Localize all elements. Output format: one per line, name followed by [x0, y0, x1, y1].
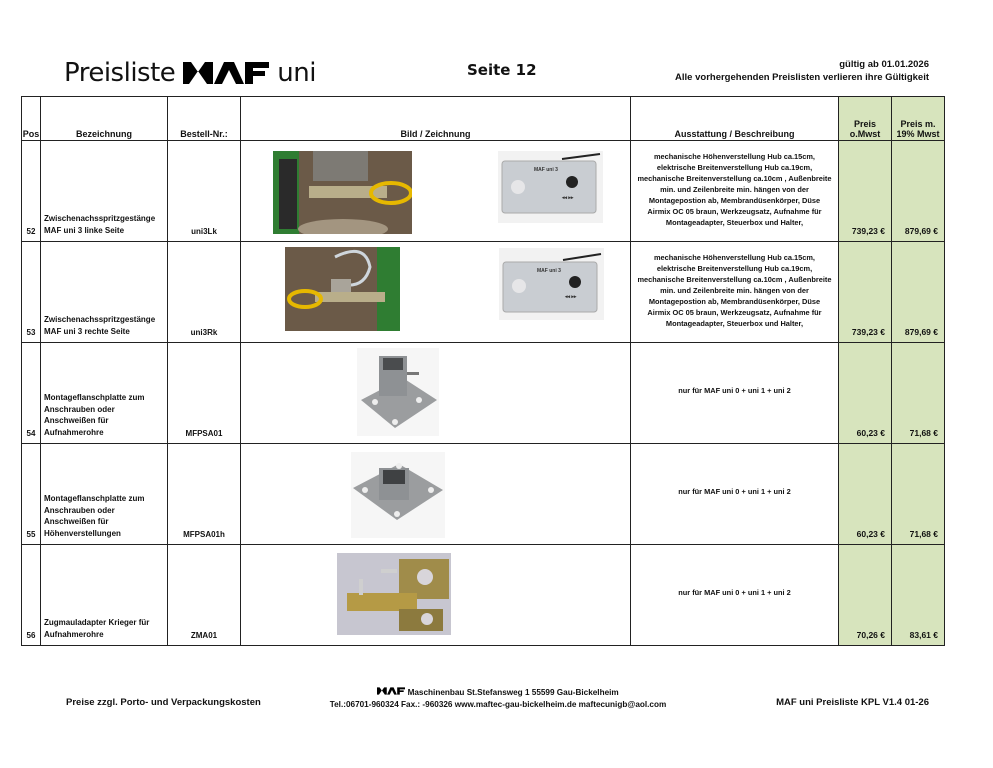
bez-line: Zwischenachsspritzgestänge [44, 214, 156, 223]
row-beschreibung [631, 545, 839, 646]
price-netto: 739,23 € [839, 141, 892, 242]
bez-line: Anschweißen für [44, 517, 109, 526]
desc-line: Montageadapter, Steuerbox und Halter, [665, 319, 804, 328]
desc-line: Airmix OC 05 braun, Werkzeugsatz, Aufnahme für [647, 308, 822, 317]
price-netto: 60,23 € [839, 343, 892, 444]
desc-line: Montagepostion ab, Membrandüsenkörper, Düse [648, 196, 821, 205]
row-bezeichnung [41, 444, 168, 545]
document-version: MAF uni Preisliste KPL V1.4 01-26 [776, 697, 929, 708]
col-pos: Pos [22, 97, 41, 141]
row-pos: 52 [22, 141, 41, 242]
row-bezeichnung [41, 141, 168, 242]
desc-line: Montagepostion ab, Membrandüsenkörper, Düse [648, 297, 821, 306]
col-bestell-nr: Bestell-Nr.: [168, 97, 241, 141]
price-table [21, 96, 945, 646]
col-bezeichnung: Bezeichnung [41, 97, 168, 141]
company-address: Maschinenbau St.Stefansweg 1 55599 Gau-Bickelheim [407, 688, 619, 697]
price-netto: 60,23 € [839, 444, 892, 545]
row-bestell-nr: ZMA01 [168, 545, 241, 646]
svg-text:◂◂ ▸▸: ◂◂ ▸▸ [562, 195, 574, 201]
bez-line: Anschrauben oder [44, 505, 115, 515]
company-contact: Tel.:06701-960324 Fax.: -960326 www.maftec-gau-bickelheim.de maftecunigb@aol.com [329, 700, 667, 709]
row-images [241, 343, 631, 444]
row-pos: 53 [22, 242, 41, 343]
row-bestell-nr: uni3Lk [168, 141, 241, 242]
price-brutto: 71,68 € [892, 343, 945, 444]
col-bild: Bild / Zeichnung [241, 97, 631, 141]
desc-line: mechanische Breitenverstellung ca.10cm , Außenbreite [637, 174, 832, 183]
row-bezeichnung [41, 545, 168, 646]
row-beschreibung [631, 242, 839, 343]
row-pos: 54 [22, 343, 41, 444]
table-row [22, 343, 945, 444]
row-beschreibung [631, 343, 839, 444]
desc-line: mechanische Breitenverstellung ca.10cm , Außenbreite [637, 275, 832, 284]
page-title [64, 58, 316, 88]
row-images [241, 545, 631, 646]
company-info [328, 687, 668, 711]
hitch-adapter-photo [337, 553, 451, 635]
desc-line: min. und Zeilenbreite min. hängen von der [660, 286, 809, 295]
table-header-row [22, 97, 945, 141]
title-prefix: Preisliste [64, 58, 176, 88]
col-preis-brutto [892, 97, 945, 141]
bez-line: Montageflanschplatte zum [44, 393, 145, 402]
company-line-wrap [328, 687, 668, 699]
control-box-photo [498, 151, 603, 223]
col-preis-brutto-line1: Preis m. [900, 119, 936, 129]
row-images [241, 444, 631, 545]
svg-text:MAF uni 3: MAF uni 3 [537, 268, 561, 274]
svg-text:MAF uni 3: MAF uni 3 [534, 167, 558, 173]
row-images [241, 141, 631, 242]
desc-line: nur für MAF uni 0 + uni 1 + uni 2 [678, 487, 791, 496]
desc-line: Airmix OC 05 braun, Werkzeugsatz, Aufnahme für [647, 207, 822, 216]
bez-line: Montageflanschplatte zum [44, 494, 145, 503]
footer-maf-logo [377, 688, 407, 697]
row-bezeichnung [41, 343, 168, 444]
price-brutto: 71,68 € [892, 444, 945, 545]
price-brutto: 879,69 € [892, 141, 945, 242]
svg-text:◂◂ ▸▸: ◂◂ ▸▸ [565, 294, 577, 300]
validity-note: Alle vorhergehenden Preislisten verlieren ihre Gültigkeit [675, 72, 929, 83]
desc-line: mechanische Höhenverstellung Hub ca.15cm, [653, 253, 815, 262]
shipping-note: Preise zzgl. Porto- und Verpackungskosten [66, 697, 261, 708]
bez-line: Höhenverstellungen [44, 528, 121, 538]
desc-line: nur für MAF uni 0 + uni 1 + uni 2 [678, 588, 791, 597]
bez-line: Anschweißen für [44, 416, 109, 425]
bez-line: Anschrauben oder [44, 404, 115, 414]
desc-line: min. und Zeilenbreite min. hängen von der [660, 185, 809, 194]
price-netto: 739,23 € [839, 242, 892, 343]
desc-line: elektrische Breitenverstellung Hub ca.19cm, [656, 163, 813, 172]
valid-from: gültig ab 01.01.2026 [839, 59, 929, 70]
table-row [22, 444, 945, 545]
row-bestell-nr: MFPSA01 [168, 343, 241, 444]
col-preis-brutto-line2: 19% Mwst [896, 129, 940, 139]
table-row [22, 545, 945, 646]
row-bezeichnung [41, 242, 168, 343]
row-beschreibung [631, 444, 839, 545]
sprayer-boom-left-photo [273, 151, 412, 234]
title-suffix: uni [277, 58, 316, 88]
desc-line: mechanische Höhenverstellung Hub ca.15cm, [653, 152, 815, 161]
desc-line: Montageadapter, Steuerbox und Halter, [665, 218, 804, 227]
table-row [22, 242, 945, 343]
col-preis-netto-line1: Preis [853, 119, 877, 129]
row-images [241, 242, 631, 343]
maf-logo [183, 62, 269, 84]
bez-line: Zugmauladapter Krieger für [44, 618, 150, 627]
bez-line: Aufnahmerohre [44, 427, 104, 437]
desc-line: elektrische Breitenverstellung Hub ca.19cm, [656, 264, 813, 273]
price-brutto: 83,61 € [892, 545, 945, 646]
validity-block [675, 58, 929, 84]
sprayer-boom-right-photo [285, 247, 400, 331]
col-preis-netto [839, 97, 892, 141]
bez-line: Aufnahmerohre [44, 629, 104, 639]
table-row [22, 141, 945, 242]
row-pos: 56 [22, 545, 41, 646]
bez-line: MAF uni 3 linke Seite [44, 225, 125, 235]
bez-line: MAF uni 3 rechte Seite [44, 326, 130, 336]
col-ausstattung: Ausstattung / Beschreibung [631, 97, 839, 141]
price-netto: 70,26 € [839, 545, 892, 646]
bez-line: Zwischenachsspritzgestänge [44, 315, 156, 324]
mounting-flange-plate-photo [357, 348, 439, 436]
row-bestell-nr: uni3Rk [168, 242, 241, 343]
mounting-flange-plate-photo [351, 452, 445, 538]
control-box-photo [499, 248, 604, 320]
page-number: Seite 12 [467, 61, 537, 79]
desc-line: nur für MAF uni 0 + uni 1 + uni 2 [678, 386, 791, 395]
price-brutto: 879,69 € [892, 242, 945, 343]
row-pos: 55 [22, 444, 41, 545]
row-beschreibung [631, 141, 839, 242]
col-preis-netto-line2: o.Mwst [849, 129, 881, 139]
row-bestell-nr: MFPSA01h [168, 444, 241, 545]
